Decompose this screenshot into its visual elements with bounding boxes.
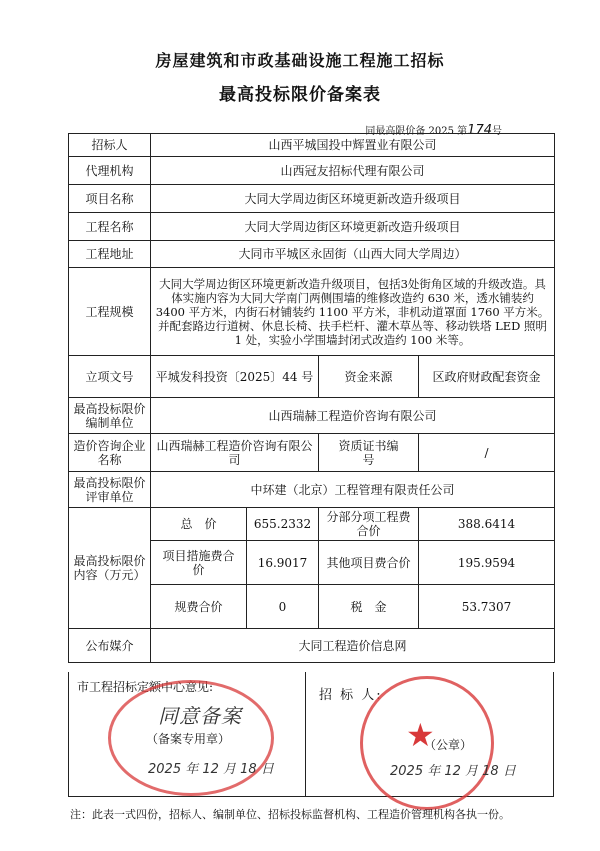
value-engineering-name: 大同大学周边街区环境更新改造升级项目 — [151, 213, 555, 241]
value-address: 大同市平城区永固街（山西大同大学周边） — [151, 241, 555, 268]
label-scale: 工程规模 — [69, 268, 151, 356]
label-other-cost: 其他项目费合价 — [319, 541, 419, 585]
row-consult — [69, 434, 555, 472]
value-other-cost: 195.9594 — [419, 541, 555, 585]
doc-number-prefix: 同最高限价备 2025 第 — [365, 126, 468, 137]
row-project-name — [69, 185, 555, 213]
doc-number-value: 174 — [467, 123, 492, 138]
value-measure-cost: 16.9017 — [247, 541, 319, 585]
label-agency: 代理机构 — [69, 157, 151, 185]
label-approval: 立项文号 — [69, 356, 151, 398]
doc-title-line2: 最高投标限价备案表 — [219, 85, 381, 105]
value-subitem-cost: 388.6414 — [419, 508, 555, 541]
tenderer-date: 2025 年 12 月 18 日 — [390, 764, 516, 779]
label-tax: 税 金 — [319, 585, 419, 629]
approval-handwriting: 同意备案 — [158, 704, 242, 728]
footnote: 注：此表一式四份，招标人、编制单位、招标投标监督机构、工程造价管理机构各执一份。 — [70, 808, 510, 821]
center-date: 2025 年 12 月 18 日 — [148, 762, 274, 777]
label-compiler: 最高投标限价编制单位 — [69, 398, 151, 434]
value-consult: 山西瑞赫工程造价咨询有限公司 — [151, 434, 319, 472]
row-approval — [69, 356, 555, 398]
tenderer-sign-title: 招 标 人: — [319, 688, 383, 703]
value-media: 大同工程造价信息网 — [151, 629, 555, 663]
row-address — [69, 241, 555, 268]
label-engineering-name: 工程名称 — [69, 213, 151, 241]
label-reviewer: 最高投标限价评审单位 — [69, 472, 151, 508]
row-compiler — [69, 398, 555, 434]
doc-title-line1: 房屋建筑和市政基础设施工程施工招标 — [155, 51, 445, 70]
row-limit-total — [69, 508, 555, 541]
label-address: 工程地址 — [69, 241, 151, 268]
label-limit-content: 最高投标限价内容（万元） — [69, 508, 151, 629]
row-scale — [69, 268, 555, 356]
approval-divider — [305, 672, 306, 797]
value-tenderer: 山西平城国投中辉置业有限公司 — [151, 134, 555, 157]
value-compiler: 山西瑞赫工程造价咨询有限公司 — [151, 398, 555, 434]
value-fund-source: 区政府财政配套资金 — [419, 356, 555, 398]
company-seal-note: （公章） — [424, 738, 473, 752]
doc-number-suffix: 号 — [492, 126, 502, 137]
label-measure-cost: 项目措施费合 价 — [151, 541, 247, 585]
row-engineering-name — [69, 213, 555, 241]
row-reviewer — [69, 472, 555, 508]
value-project-name: 大同大学周边街区环境更新改造升级项目 — [151, 185, 555, 213]
label-fund-source: 资金来源 — [319, 356, 419, 398]
label-consult: 造价咨询企业名称 — [69, 434, 151, 472]
value-fee: 0 — [247, 585, 319, 629]
row-tenderer — [69, 134, 555, 157]
label-total-price: 总 价 — [151, 508, 247, 541]
value-approval: 平城发科投资〔2025〕44 号 — [151, 356, 319, 398]
row-media — [69, 629, 555, 663]
label-media: 公布媒介 — [69, 629, 151, 663]
label-tenderer: 招标人 — [69, 134, 151, 157]
seal-star-icon: ★ — [406, 716, 435, 754]
value-agency: 山西冠友招标代理有限公司 — [151, 157, 555, 185]
value-cert-no: / — [419, 434, 555, 472]
value-reviewer: 中环建（北京）工程管理有限责任公司 — [151, 472, 555, 508]
label-fee: 规费合价 — [151, 585, 247, 629]
row-agency — [69, 157, 555, 185]
value-total-price: 655.2332 — [247, 508, 319, 541]
label-project-name: 项目名称 — [69, 185, 151, 213]
value-scale: 大同大学周边街区环境更新改造升级项目，包括3处街角区域的升级改造。具体实施内容为大同大学南门两侧围墙的维修改造约 630 米，透水铺装约 3400 平方米，内街石材铺装约 1100 平方米，非机动道罩面 1760 平方米。并配套路边行道树、休息长椅、扶手栏杆、灌木草丛等、移动铁塔 LED 照明 1 处，实验小学围墙封闭式改造约 100 米等。 — [151, 268, 555, 356]
label-subitem-cost: 分部分项工程费合价 — [319, 508, 419, 541]
filing-table — [68, 133, 555, 663]
value-tax: 53.7307 — [419, 585, 555, 629]
center-opinion-title: 市工程招标定额中心意见: — [77, 680, 214, 694]
filing-seal-note: （备案专用章） — [146, 732, 231, 746]
label-cert-no: 资质证书编 号 — [319, 434, 419, 472]
